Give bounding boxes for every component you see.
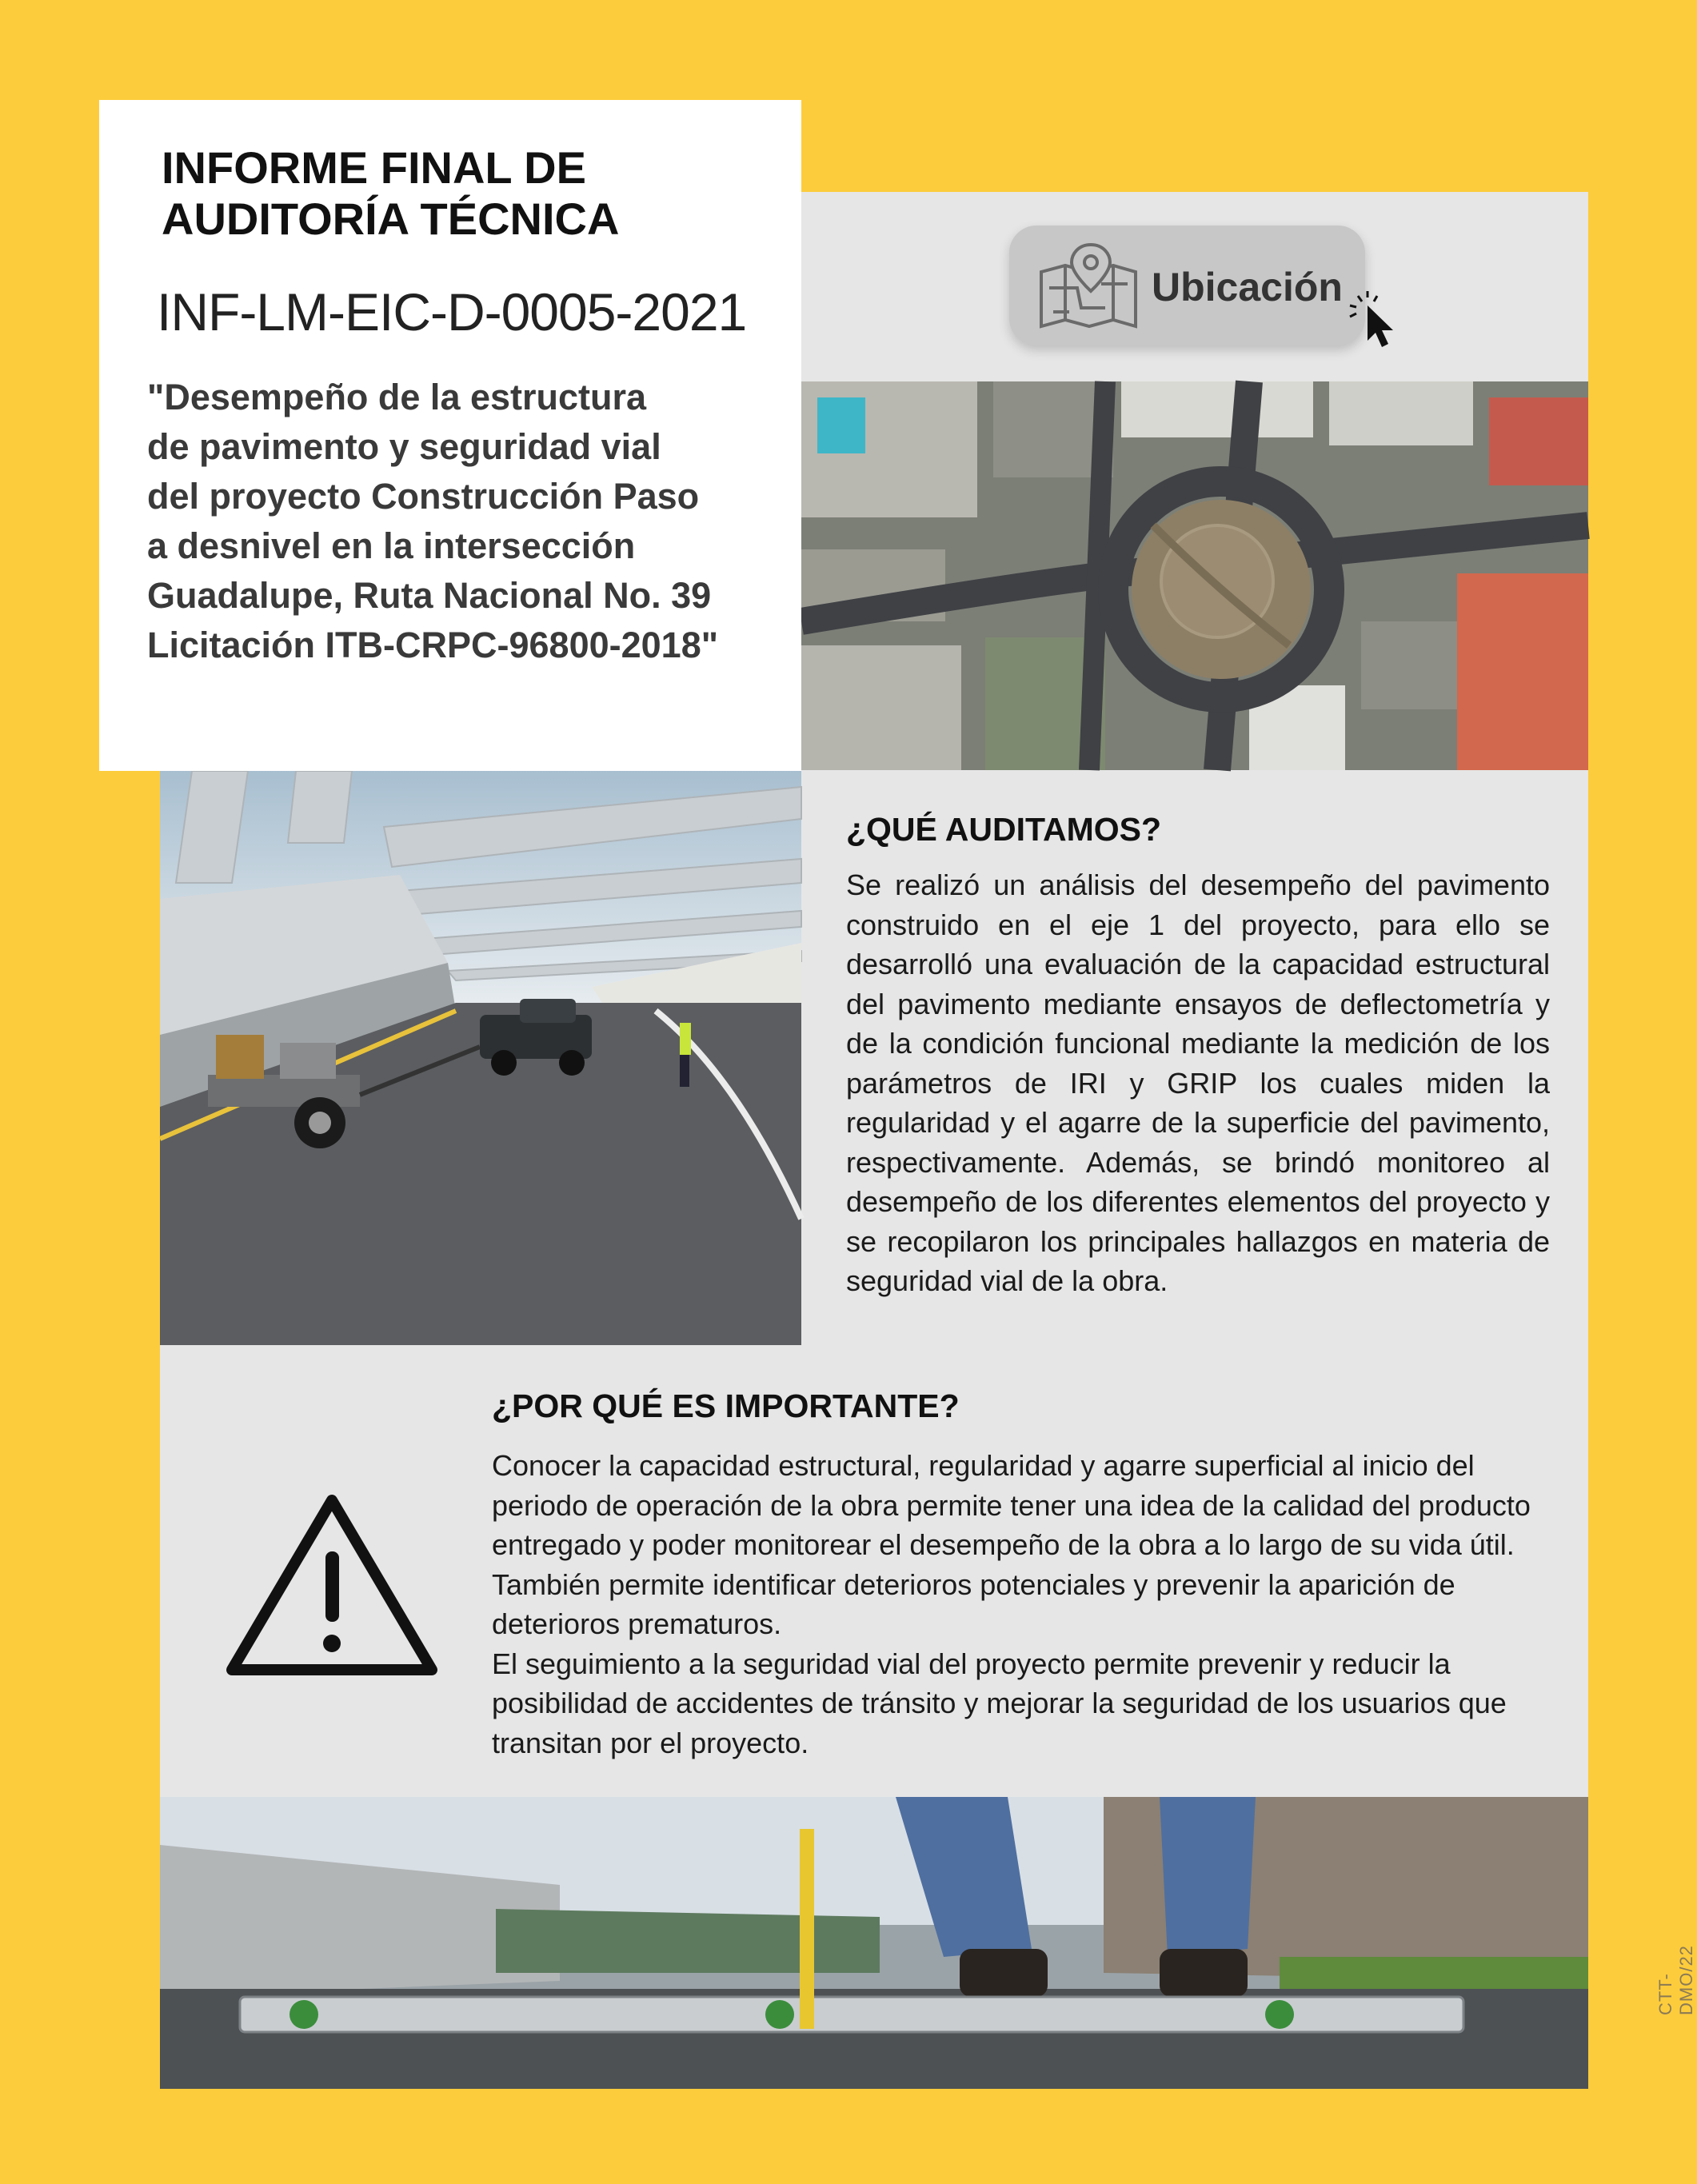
why-important-paragraph: Conocer la capacidad estructural, regularidad y agarre superficial al inicio del periodo de operación de la obra permite tener una idea de la calidad del producto entregado y poder monitorear el desempeño de la obra a lo largo de su vida útil. También permite identificar deterioros potenciales y prevenir la aparición de deterioros prematuros.: [492, 1449, 1531, 1640]
subtitle-line: Guadalupe, Ruta Nacional No. 39: [147, 575, 712, 616]
why-important-heading: ¿POR QUÉ ES IMPORTANTE?: [492, 1387, 960, 1424]
subtitle-line: del proyecto Construcción Paso: [147, 476, 700, 517]
location-button-label[interactable]: Ubicación: [1152, 265, 1343, 309]
what-we-audit-body: Se realizó un análisis del desempeño del pavimento construido en el eje 1 del proyecto, para ello se desarrolló una evaluación de la capacidad estructural del pavimento mediante ensayos de deflectometría y de la condición funcional mediante la medición de los parámetros de IRI y GRIP los cuales miden la regularidad y el agarre de la superficie del pavimento, respectivamente. Además, se brindó monitoreo al desempeño de los diferentes elementos del proyecto y se recopilaron los principales hallazgos en materia de seguridad vial de la obra.: [846, 868, 1550, 1297]
report-title-line: AUDITORÍA TÉCNICA: [162, 194, 620, 244]
report-title: [162, 142, 785, 245]
click-cursor-icon: [1344, 288, 1408, 352]
report-code: INF-LM-EIC-D-0005-2021: [157, 282, 747, 341]
aerial-map-image: [801, 381, 1588, 770]
document-code: CTT-DMO/22: [1655, 1945, 1696, 2015]
warning-icon: [222, 1489, 441, 1684]
why-important-paragraph: El seguimiento a la seguridad vial del proyecto permite prevenir y reducir la posibilidad de accidentes de tránsito y mejorar la seguridad de los usuarios que transitan por el proyecto.: [492, 1647, 1507, 1759]
map-pin-icon: [1033, 240, 1144, 334]
what-we-audit-heading: ¿QUÉ AUDITAMOS?: [846, 811, 1162, 848]
leveling-photo: [160, 1797, 1588, 2089]
bridge-photo: [160, 771, 801, 1345]
subtitle-line: de pavimento y seguridad vial: [147, 426, 661, 467]
report-title-line: INFORME FINAL DE: [162, 142, 586, 193]
subtitle-line: a desnivel en la intersección: [147, 525, 636, 566]
subtitle-line: "Desempeño de la estructura: [147, 377, 647, 417]
report-subtitle: [147, 373, 787, 670]
subtitle-line: Licitación ITB-CRPC-96800-2018": [147, 625, 719, 665]
why-important-body: [492, 1446, 1531, 1763]
